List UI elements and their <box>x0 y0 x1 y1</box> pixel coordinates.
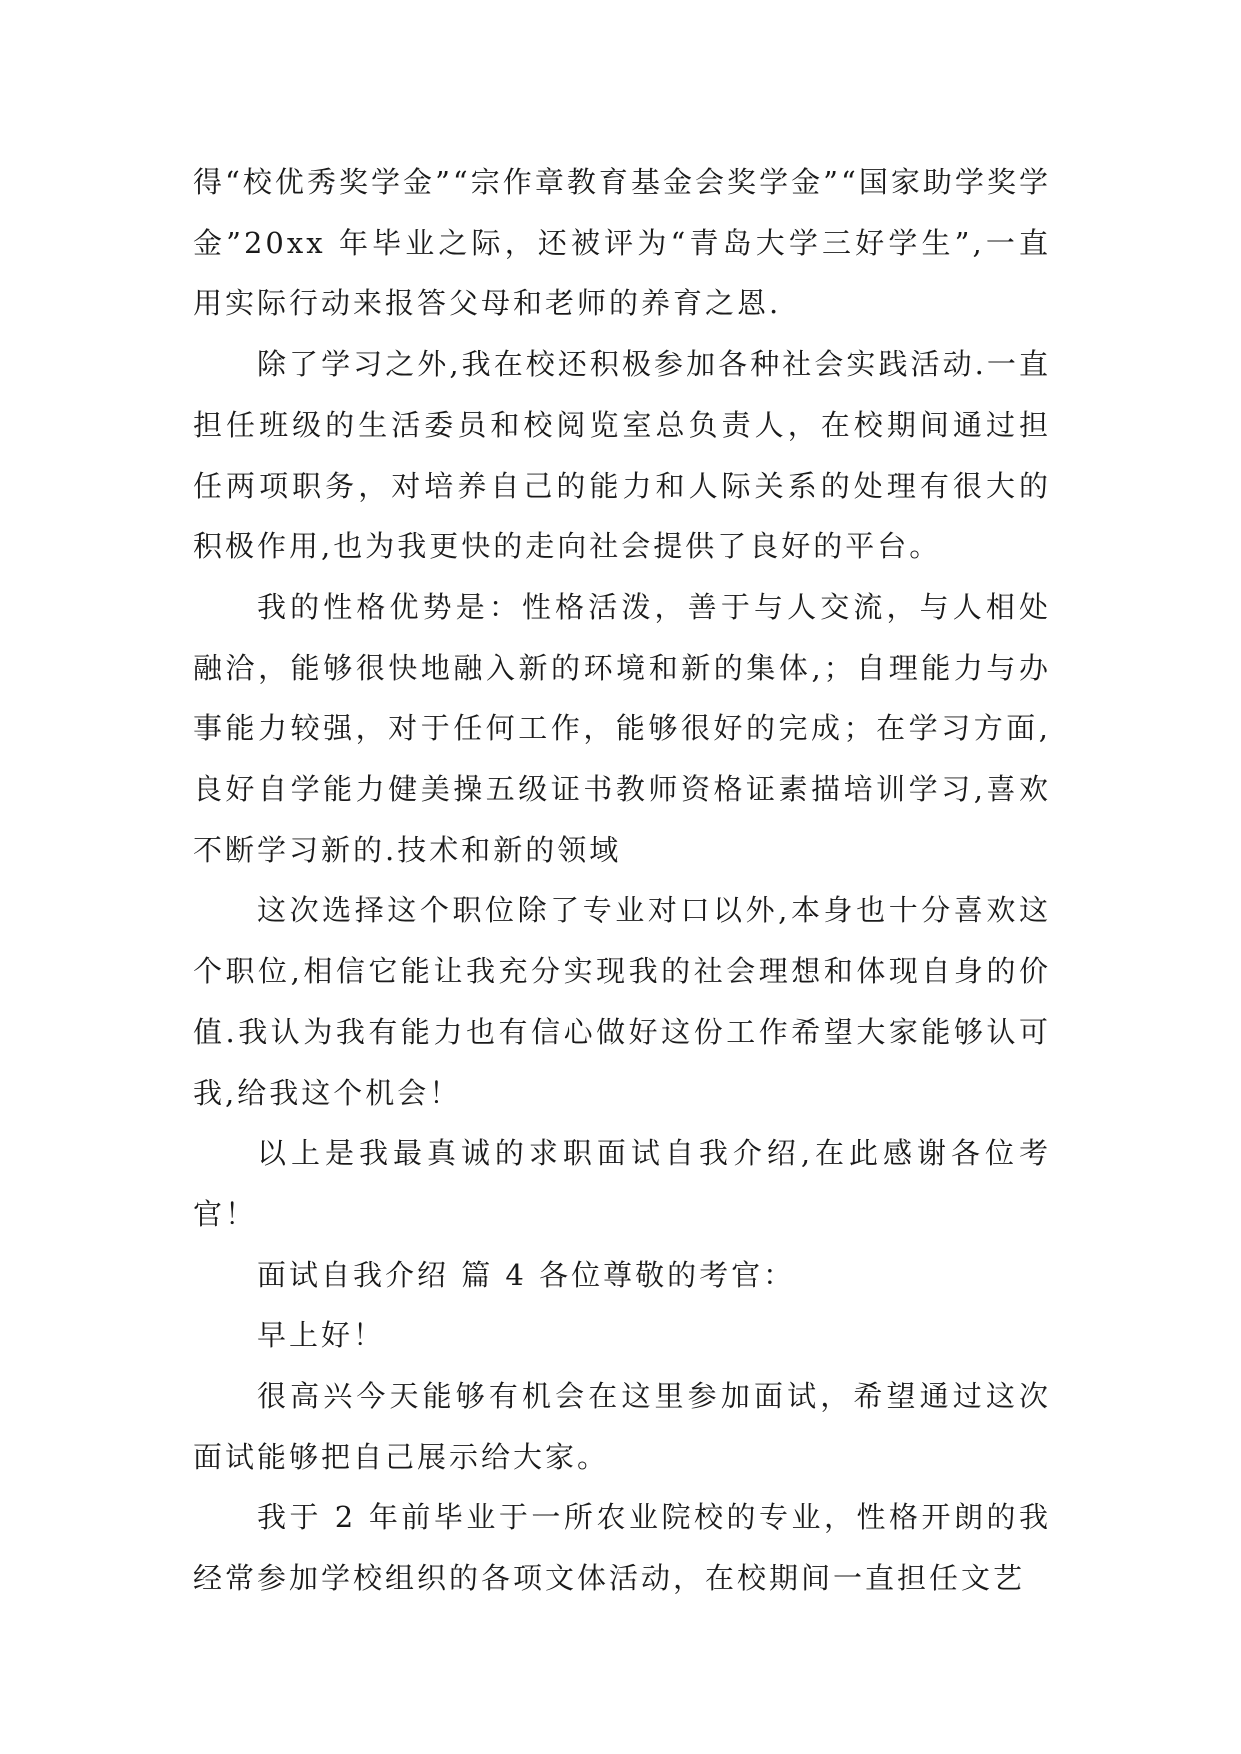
paragraph-position-choice: 这次选择这个职位除了专业对口以外,本身也十分喜欢这个职位,相信它能让我充分实现我的社会理想和体现自身的价值.我认为我有能力也有信心做好这份工作希望大家能够认可我,给我这个机会！ <box>193 893 1051 1110</box>
paragraph-activities: 除了学习之外,我在校还积极参加各种社会实践活动.一直担任班级的生活委员和校阅览室总负责人，在校期间通过担任两项职务，对培养自己的能力和人际关系的处理有很大的积极作用,也为我更快的走向社会提供了良好的平台。 <box>193 347 1051 564</box>
paragraph-personality: 我的性格优势是：性格活泼，善于与人交流，与人相处融洽，能够很快地融入新的环境和新的集体,；自理能力与办事能力较强，对于任何工作，能够很好的完成；在学习方面,良好自学能力健美操五级证书教师资格证素描培训学习,喜欢不断学习新的.技术和新的领域 <box>193 589 1051 867</box>
paragraph-greeting: 早上好！ <box>257 1318 386 1353</box>
section-heading-part-4: 面试自我介绍 篇 4 各位尊敬的考官： <box>257 1257 796 1292</box>
paragraph-continuation: 得“校优秀奖学金”“宗作章教育基金会奖学金”“国家助学奖学金”20xx 年毕业之际，还被评为“青岛大学三好学生”,一直用实际行动来报答父母和老师的养育之恩. <box>193 165 1051 321</box>
paragraph-closing-thanks: 以上是我最真诚的求职面试自我介绍,在此感谢各位考官！ <box>193 1136 1051 1231</box>
paragraph-background: 我于 2 年前毕业于一所农业院校的专业，性格开朗的我经常参加学校组织的各项文体活动，在校期间一直担任文艺 <box>193 1500 1051 1596</box>
document-body <box>193 152 1051 1609</box>
paragraph-opening: 很高兴今天能够有机会在这里参加面试，希望通过这次面试能够把自己展示给大家。 <box>193 1379 1051 1474</box>
